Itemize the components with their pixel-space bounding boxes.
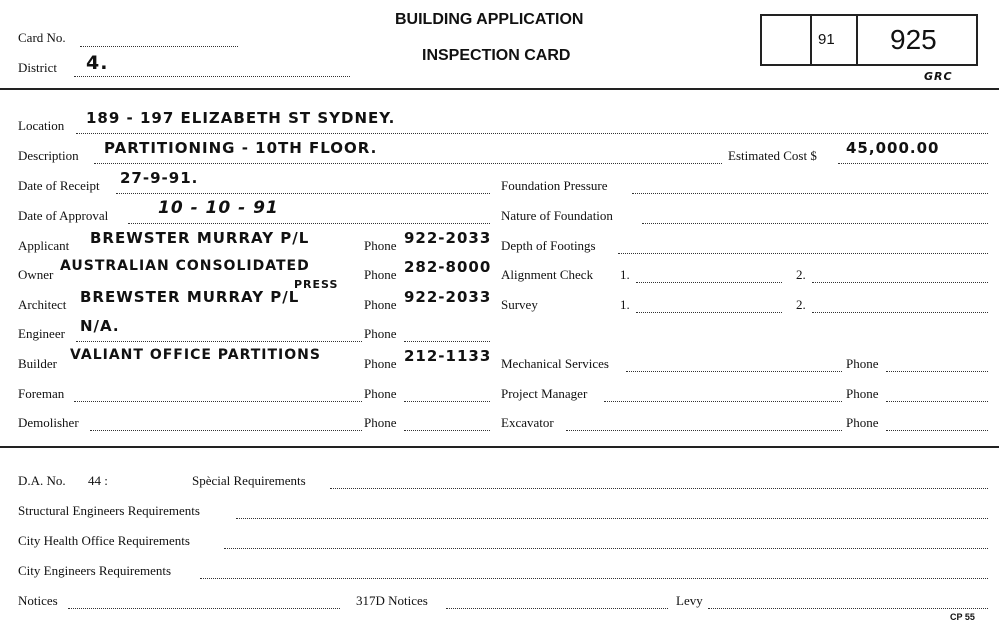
architect-value: BREWSTER MURRAY P/L <box>80 288 300 306</box>
description-value: PARTITIONING - 10TH FLOOR. <box>104 139 378 157</box>
card-number-box <box>760 14 978 66</box>
foundation-pressure-label: Foundation Pressure <box>501 178 608 193</box>
survey-label: Survey <box>501 297 538 312</box>
foundation-pressure-line <box>632 193 988 194</box>
notices-line <box>68 608 340 609</box>
initials: GRC <box>924 70 953 83</box>
project-manager-line <box>604 401 842 402</box>
foreman-phone-line <box>404 401 490 402</box>
health-label: City Health Office Requirements <box>18 533 190 548</box>
project-manager-label: Project Manager <box>501 386 588 401</box>
special-req-line <box>330 488 988 489</box>
district-value: 4. <box>86 52 109 74</box>
engineer-line <box>76 341 362 342</box>
card-no-label: Card No. <box>18 30 66 45</box>
architect-phone-label: Phone <box>364 297 397 312</box>
alignment-num2: 2. <box>796 267 806 282</box>
engineer-phone-label: Phone <box>364 326 397 341</box>
applicant-value: BREWSTER MURRAY P/L <box>90 229 310 247</box>
demolisher-phone-line <box>404 430 490 431</box>
builder-phone-label: Phone <box>364 356 397 371</box>
architect-label: Architect <box>18 297 67 312</box>
city-eng-line <box>200 578 988 579</box>
nature-foundation-label: Nature of Foundation <box>501 208 613 223</box>
engineer-value: N/A. <box>80 317 120 335</box>
project-manager-phone-line <box>886 401 988 402</box>
special-req-label: Spècial Requirements <box>192 473 306 488</box>
survey-line2 <box>812 312 988 313</box>
date-approval-label: Date of Approval <box>18 208 109 223</box>
location-value: 189 - 197 ELIZABETH ST SYDNEY. <box>86 109 396 127</box>
city-eng-label: City Engineers Requirements <box>18 563 172 578</box>
demolisher-line <box>90 430 362 431</box>
structural-line <box>236 518 988 519</box>
depth-footings-label: Depth of Footings <box>501 238 596 253</box>
location-line <box>76 133 988 134</box>
title-line2: INSPECTION CARD <box>422 47 571 64</box>
mechanical-label: Mechanical Services <box>501 356 609 371</box>
levy-label: Levy <box>676 593 703 608</box>
location-label: Location <box>18 118 65 133</box>
health-line <box>224 548 988 549</box>
da-no-label: D.A. No. <box>18 473 66 488</box>
architect-phone: 922-2033 <box>404 288 492 306</box>
builder-label: Builder <box>18 356 57 371</box>
mechanical-phone-line <box>886 371 988 372</box>
excavator-phone-line <box>886 430 988 431</box>
owner-value-2: PRESS <box>294 278 339 291</box>
date-receipt-value: 27-9-91. <box>120 169 199 187</box>
notices-317d-line <box>446 608 668 609</box>
date-receipt-label: Date of Receipt <box>18 178 100 193</box>
engineer-label: Engineer <box>18 326 65 341</box>
depth-footings-line <box>618 253 988 254</box>
excavator-phone-label: Phone <box>846 415 879 430</box>
notices-317d-label: 317D Notices <box>356 593 428 608</box>
owner-label: Owner <box>18 267 54 282</box>
form-code: CP 55 <box>950 612 975 622</box>
card-no-line <box>80 46 238 47</box>
excavator-line <box>566 430 842 431</box>
estimated-cost-value: 45,000.00 <box>846 139 940 157</box>
builder-value: VALIANT OFFICE PARTITIONS <box>70 347 321 363</box>
nature-foundation-line <box>642 223 988 224</box>
applicant-label: Applicant <box>18 238 70 253</box>
card-box-left: 91 <box>818 31 835 48</box>
survey-num1: 1. <box>620 297 630 312</box>
project-manager-phone-label: Phone <box>846 386 879 401</box>
mechanical-line <box>626 371 842 372</box>
estimated-cost-line <box>838 163 988 164</box>
survey-line1 <box>636 312 782 313</box>
notices-label: Notices <box>18 593 58 608</box>
date-approval-value: 10 - 10 - 91 <box>158 198 279 218</box>
header-divider <box>0 88 999 90</box>
mechanical-phone-label: Phone <box>846 356 879 371</box>
foreman-phone-label: Phone <box>364 386 397 401</box>
survey-num2: 2. <box>796 297 806 312</box>
section-divider <box>0 446 999 448</box>
estimated-cost-label: Estimated Cost $ <box>728 148 817 163</box>
excavator-label: Excavator <box>501 415 554 430</box>
demolisher-phone-label: Phone <box>364 415 397 430</box>
applicant-phone-label: Phone <box>364 238 397 253</box>
card-number: 925 <box>890 24 937 55</box>
alignment-line1 <box>636 282 782 283</box>
foreman-line <box>74 401 362 402</box>
title-line1: BUILDING APPLICATION <box>395 11 584 28</box>
structural-label: Structural Engineers Requirements <box>18 503 200 518</box>
owner-value: AUSTRALIAN CONSOLIDATED <box>60 258 310 274</box>
owner-phone-label: Phone <box>364 267 397 282</box>
da-no-value: 44 : <box>88 473 108 488</box>
district-line <box>74 76 350 77</box>
owner-phone: 282-8000 <box>404 258 492 276</box>
description-line <box>94 163 722 164</box>
builder-phone: 212-1133 <box>404 347 492 365</box>
applicant-phone: 922-2033 <box>404 229 492 247</box>
foreman-label: Foreman <box>18 386 65 401</box>
description-label: Description <box>18 148 79 163</box>
alignment-num1: 1. <box>620 267 630 282</box>
alignment-line2 <box>812 282 988 283</box>
date-approval-line <box>128 223 490 224</box>
demolisher-label: Demolisher <box>18 415 79 430</box>
engineer-phone-line <box>404 341 490 342</box>
levy-line <box>708 608 988 609</box>
alignment-check-label: Alignment Check <box>501 267 594 282</box>
district-label: District <box>18 60 57 75</box>
date-receipt-line <box>116 193 490 194</box>
